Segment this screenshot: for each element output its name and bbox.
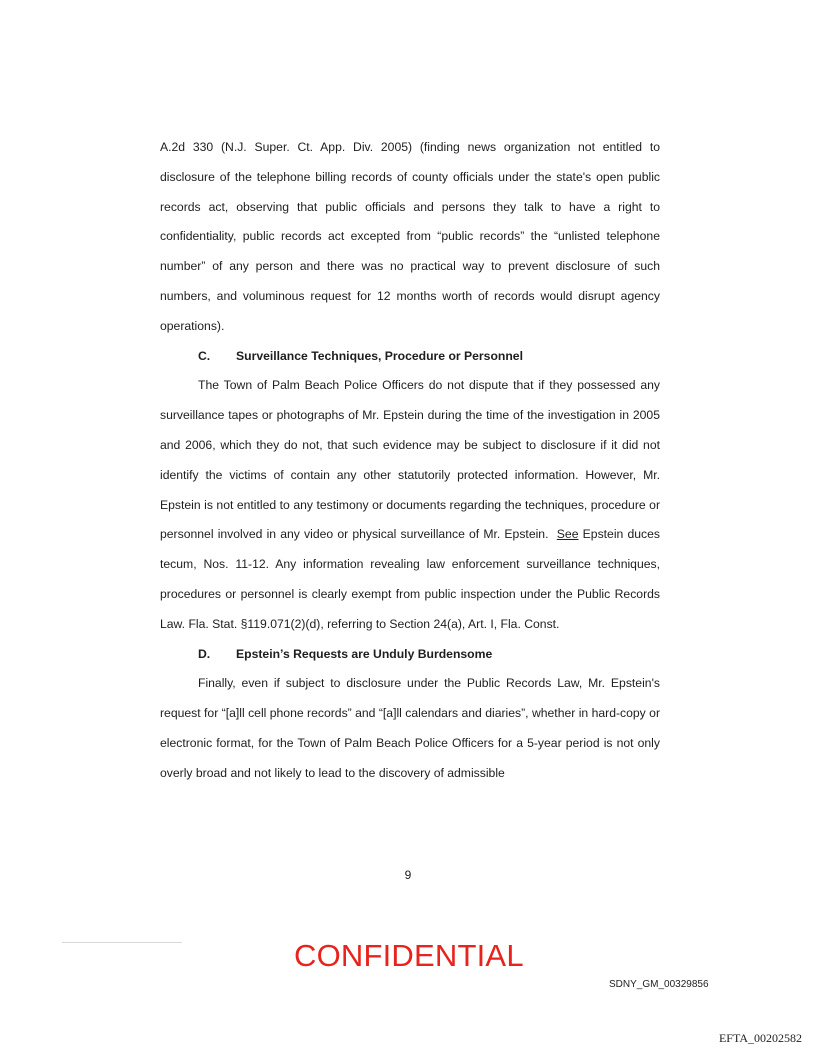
section-letter-d: D. xyxy=(198,646,211,661)
section-title-d: Epstein’s Requests are Unduly Burdensome xyxy=(236,646,493,661)
section-title-c: Surveillance Techniques, Procedure or Personnel xyxy=(236,348,523,363)
paragraph-surveillance-cite: Epstein duces tecum, Nos. 11-12. Any information revealing law enforcement surveillance techniques, procedures or personnel is clearly exempt from public inspection under the Public Records Law. Fla. Stat. §119.071(2)(d), referring to Section 24(a), Art. I, Fla. Const. xyxy=(160,527,660,631)
see-signal: See xyxy=(556,527,579,542)
efta-number: EFTA_00202582 xyxy=(718,1031,802,1045)
confidential-stamp: CONFIDENTIAL xyxy=(294,938,524,973)
scan-artifact-line xyxy=(62,942,182,943)
section-letter-c: C. xyxy=(198,348,211,363)
document-body xyxy=(160,133,660,789)
paragraph-surveillance xyxy=(160,371,660,639)
bates-number: SDNY_GM_00329856 xyxy=(609,979,709,990)
paragraph-a2d-citation: A.2d 330 (N.J. Super. Ct. App. Div. 2005) (finding news organization not entitled to disclosure of the telephone billing records of county officials under the state's open public records act, observing that public officials and persons they talk to have a right to confidentiality, public records act excepted from “public records” the “unlisted telephone number” of any person and there was no practical way to prevent disclosure of such numbers, and voluminous request for 12 months worth of records would disrupt agency operations). xyxy=(160,140,660,333)
section-heading-d xyxy=(160,640,660,670)
paragraph-burdensome: Finally, even if subject to disclosure under the Public Records Law, Mr. Epstein's request for “[a]ll cell phone records” and “[a]ll calendars and diaries”, whether in hard-copy or electronic format, for the Town of Palm Beach Police Officers for a 5-year period is not only overly broad and not likely to lead to the discovery of admissible xyxy=(160,676,660,780)
paragraph-surveillance-text: The Town of Palm Beach Police Officers do not dispute that if they possessed any surveillance tapes or photographs of Mr. Epstein during the time of the investigation in 2005 and 2006, which they do not, that such evidence may be subject to disclosure if it did not identify the victims of contain any other statutorily protected information. However, Mr. Epstein is not entitled to any testimony or documents regarding the techniques, procedure or personnel involved in any video or physical surveillance of Mr. Epstein. xyxy=(160,378,660,542)
section-heading-c xyxy=(160,342,660,372)
page-number: 9 xyxy=(404,868,412,882)
